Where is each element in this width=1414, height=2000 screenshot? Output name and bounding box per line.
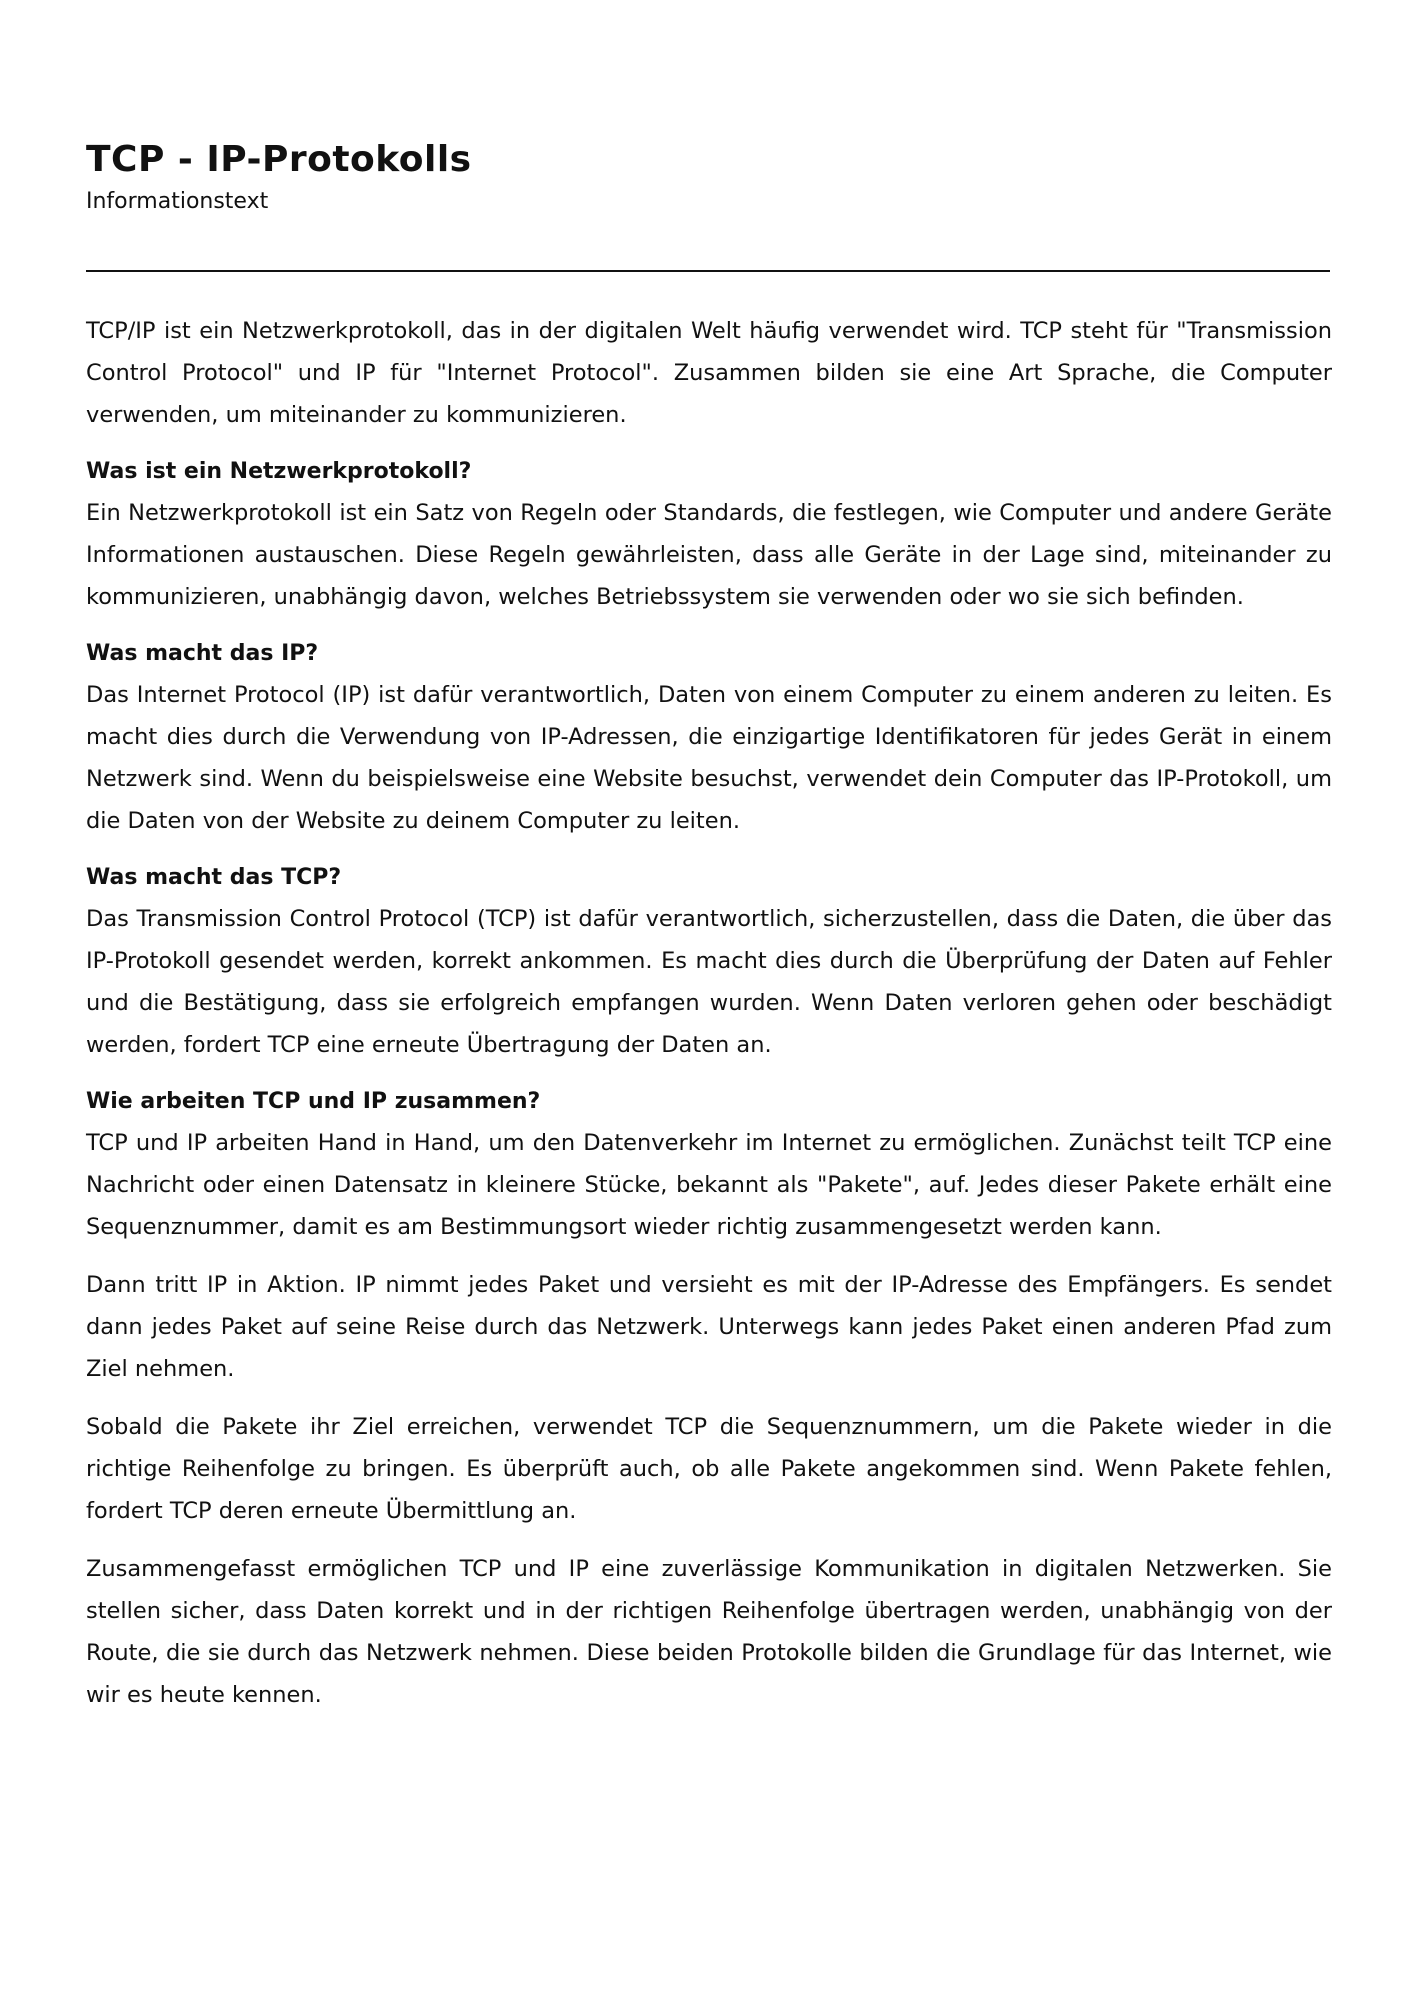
section-paragraph: Das Transmission Control Protocol (TCP) ist dafür verantwortlich, sicherzustellen, dass die Daten, die über das IP-Protokoll gesendet werden, korrekt ankommen. Es macht dies durch die Überprüfung der Daten auf Fehler und die Bestätigung, dass sie erfolgreich empfangen wurden. Wenn Daten verloren gehen oder beschädigt werden, fordert TCP eine erneute Übertragung der Daten an. xyxy=(86,906,1332,1058)
section-heading-netzwerkprotokoll: Was ist ein Netzwerkprotokoll? xyxy=(86,459,472,484)
section-heading-ip: Was macht das IP? xyxy=(86,641,319,666)
document-subtitle: Informationstext xyxy=(86,189,269,214)
section-paragraph: TCP und IP arbeiten Hand in Hand, um den Datenverkehr im Internet zu ermöglichen. Zunächst teilt TCP eine Nachricht oder einen Datensatz in kleinere Stücke, bekannt als "Pakete", auf. Jedes dieser Pakete erhält eine Sequenznummer, damit es am Bestimmungsort wieder richtig zusammengesetzt werden kann. xyxy=(86,1130,1332,1240)
conclusion-paragraph: Zusammengefasst ermöglichen TCP und IP eine zuverlässige Kommunikation in digitalen Netzwerken. Sie stellen sicher, dass Daten korrekt und in der richtigen Reihenfolge übertragen werden, unabhängig von der Route, die sie durch das Netzwerk nehmen. Diese beiden Protokolle bilden die Grundlage für das Internet, wie wir es heute kennen. xyxy=(86,1556,1332,1708)
section-paragraph: Dann tritt IP in Aktion. IP nimmt jedes Paket und versieht es mit der IP-Adresse des Empfängers. Es sendet dann jedes Paket auf seine Reise durch das Netzwerk. Unterwegs kann jedes Paket einen anderen Pfad zum Ziel nehmen. xyxy=(86,1272,1332,1382)
section-paragraph: Sobald die Pakete ihr Ziel erreichen, verwendet TCP die Sequenznummern, um die Pakete wieder in die richtige Reihenfolge zu bringen. Es überprüft auch, ob alle Pakete angekommen sind. Wenn Pakete fehlen, fordert TCP deren erneute Übermittlung an. xyxy=(86,1414,1332,1524)
document-body xyxy=(86,310,1332,1732)
section-paragraph: Das Internet Protocol (IP) ist dafür verantwortlich, Daten von einem Computer zu einem anderen zu leiten. Es macht dies durch die Verwendung von IP-Adressen, die einzigartige Identifikatoren für jedes Gerät in einem Netzwerk sind. Wenn du beispielsweise eine Website besuchst, verwendet dein Computer das IP-Protokoll, um die Daten von der Website zu deinem Computer zu leiten. xyxy=(86,682,1332,834)
section-heading-tcp: Was macht das TCP? xyxy=(86,865,342,890)
section-heading-tcp-ip-zusammen: Wie arbeiten TCP und IP zusammen? xyxy=(86,1089,541,1114)
document-title: TCP - IP-Protokolls xyxy=(86,139,472,180)
document-page xyxy=(86,0,1332,2000)
intro-paragraph: TCP/IP ist ein Netzwerkprotokoll, das in der digitalen Welt häufig verwendet wird. TCP steht für "Transmission Control Protocol" und IP für "Internet Protocol". Zusammen bilden sie eine Art Sprache, die Computer verwenden, um miteinander zu kommunizieren. xyxy=(86,318,1332,428)
title-divider xyxy=(86,270,1330,272)
section-paragraph: Ein Netzwerkprotokoll ist ein Satz von Regeln oder Standards, die festlegen, wie Computer und andere Geräte Informationen austauschen. Diese Regeln gewährleisten, dass alle Geräte in der Lage sind, miteinander zu kommunizieren, unabhängig davon, welches Betriebssystem sie verwenden oder wo sie sich befinden. xyxy=(86,500,1332,610)
